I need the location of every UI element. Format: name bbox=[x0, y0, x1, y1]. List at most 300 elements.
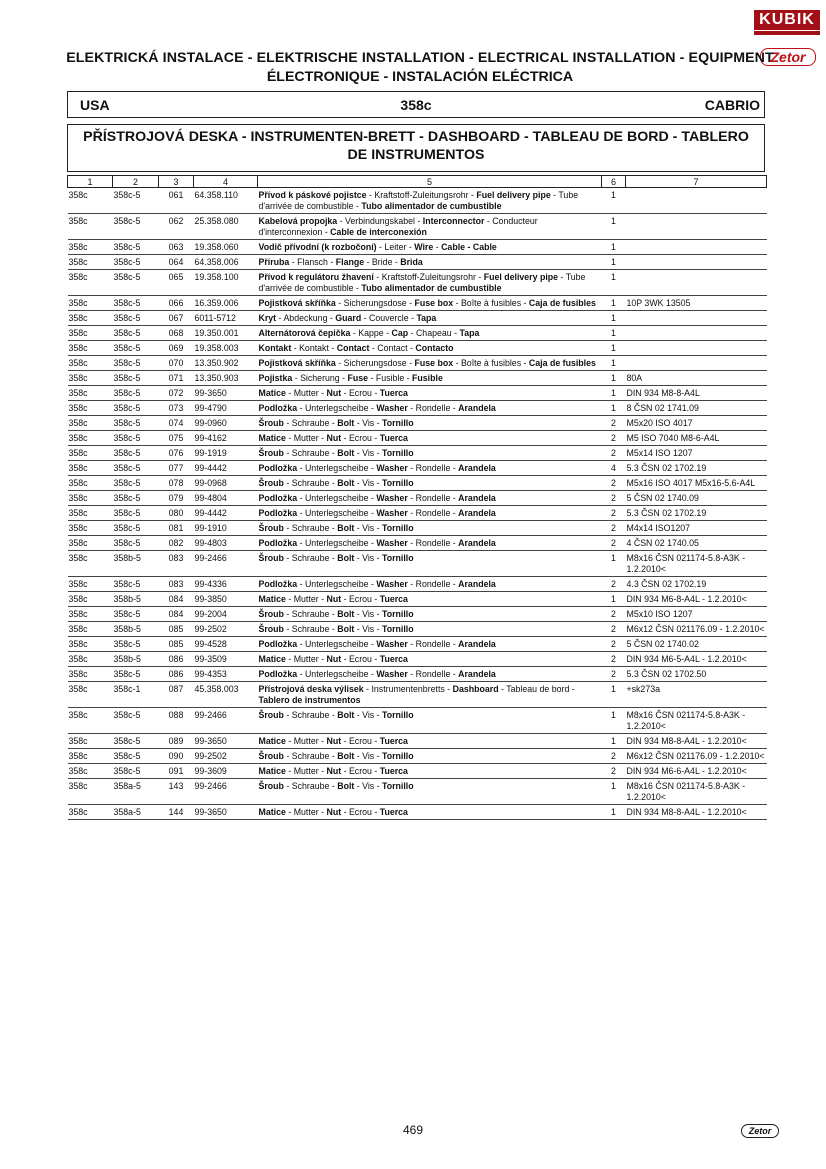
description-part: - Instrumentenbretts - bbox=[363, 684, 453, 694]
table-row bbox=[68, 764, 767, 779]
quantity-cell: 2 bbox=[602, 536, 626, 551]
description-part: Podložka bbox=[258, 463, 298, 473]
part-number-cell: 99-2502 bbox=[194, 622, 258, 637]
description-part: Bolt bbox=[337, 781, 355, 791]
description-part: Washer bbox=[376, 463, 408, 473]
description-part: Tornillo bbox=[382, 710, 414, 720]
position-cell: 062 bbox=[159, 214, 194, 240]
note-cell bbox=[626, 270, 767, 296]
table-row bbox=[68, 240, 767, 255]
description-cell bbox=[258, 708, 602, 734]
group-cell: 358c-5 bbox=[113, 341, 159, 356]
description-part: Kontakt bbox=[258, 343, 292, 353]
description-cell bbox=[258, 401, 602, 416]
note-cell bbox=[626, 214, 767, 240]
description-part: - Vis - bbox=[354, 710, 383, 720]
group-cell: 358c-5 bbox=[113, 371, 159, 386]
description-part: Šroub bbox=[258, 523, 284, 533]
description-cell bbox=[258, 431, 602, 446]
document-title-line1: ELEKTRICKÁ INSTALACE - ELEKTRISCHE INSTALLATION - ELECTRICAL INSTALLATION - EQUIPMENT bbox=[66, 50, 774, 66]
quantity-cell: 1 bbox=[602, 708, 626, 734]
description-part: Arandela bbox=[458, 493, 496, 503]
description-part: Podložka bbox=[258, 493, 298, 503]
description-part: - Kraftstoff-Zuleitungsrohr - bbox=[366, 190, 477, 200]
quantity-cell: 1 bbox=[602, 311, 626, 326]
description-part: Washer bbox=[376, 538, 408, 548]
description-part: - Unterlegscheibe - bbox=[297, 508, 377, 518]
table-row bbox=[68, 521, 767, 536]
description-part: Guard bbox=[335, 313, 362, 323]
part-number-cell: 99-4442 bbox=[194, 506, 258, 521]
description-part: - Unterlegscheibe - bbox=[297, 669, 377, 679]
description-part: Podložka bbox=[258, 639, 298, 649]
group-cell: 358c-5 bbox=[113, 326, 159, 341]
model-cell: 358c bbox=[68, 461, 113, 476]
quantity-cell: 2 bbox=[602, 667, 626, 682]
table-row bbox=[68, 491, 767, 506]
description-part: Caja de fusibles bbox=[528, 298, 596, 308]
description-part: - Mutter - bbox=[285, 594, 327, 604]
description-part: Matice bbox=[258, 654, 286, 664]
description-part: Bolt bbox=[337, 448, 355, 458]
description-part: Tornillo bbox=[382, 418, 414, 428]
table-row bbox=[68, 734, 767, 749]
table-row bbox=[68, 341, 767, 356]
description-part: - Flansch - bbox=[289, 257, 336, 267]
market-label: USA bbox=[80, 97, 110, 113]
position-cell: 084 bbox=[159, 607, 194, 622]
table-row bbox=[68, 805, 767, 820]
description-part: Washer bbox=[376, 579, 408, 589]
model-cell: 358c bbox=[68, 386, 113, 401]
position-cell: 086 bbox=[159, 667, 194, 682]
part-number-cell: 19.350.001 bbox=[194, 326, 258, 341]
description-part: Tuerca bbox=[379, 766, 408, 776]
table-row bbox=[68, 577, 767, 592]
description-part: Interconnector bbox=[422, 216, 485, 226]
position-cell: 081 bbox=[159, 521, 194, 536]
description-part: Tablero de instrumentos bbox=[258, 695, 361, 705]
model-cell: 358c bbox=[68, 536, 113, 551]
description-part: - Rondelle - bbox=[407, 508, 459, 518]
description-part: Kryt bbox=[258, 313, 277, 323]
description-part: Bolt bbox=[337, 624, 355, 634]
model-cell: 358c bbox=[68, 667, 113, 682]
position-cell: 088 bbox=[159, 708, 194, 734]
description-part: - Ecrou - bbox=[341, 766, 380, 776]
note-cell: M5x20 ISO 4017 bbox=[626, 416, 767, 431]
note-cell: DIN 934 M8-8-A4L - 1.2.2010< bbox=[626, 805, 767, 820]
position-cell: 065 bbox=[159, 270, 194, 296]
description-part: Wire bbox=[414, 242, 434, 252]
description-part: Arandela bbox=[458, 538, 496, 548]
description-part: - Tableau de bord - bbox=[498, 684, 575, 694]
model-cell: 358c bbox=[68, 326, 113, 341]
description-part: - Verbindungskabel - bbox=[337, 216, 423, 226]
note-cell: M8x16 ČSN 021174-5.8-A3K - 1.2.2010< bbox=[626, 779, 767, 805]
description-part: Bolt bbox=[337, 478, 355, 488]
description-part: - Vis - bbox=[354, 478, 383, 488]
description-part: - Chapeau - bbox=[408, 328, 460, 338]
table-row bbox=[68, 551, 767, 577]
description-part: - Boîte à fusibles - bbox=[453, 358, 529, 368]
page-number: 469 bbox=[402, 1123, 424, 1137]
group-cell: 358c-5 bbox=[113, 491, 159, 506]
description-part: Šroub bbox=[258, 478, 284, 488]
note-cell: M5x14 ISO 1207 bbox=[626, 446, 767, 461]
description-part: Tapa bbox=[459, 328, 480, 338]
description-part: Šroub bbox=[258, 751, 284, 761]
group-cell: 358c-5 bbox=[113, 214, 159, 240]
part-number-cell: 16.359.006 bbox=[194, 296, 258, 311]
table-row bbox=[68, 607, 767, 622]
position-cell: 078 bbox=[159, 476, 194, 491]
note-cell: 10P 3WK 13505 bbox=[626, 296, 767, 311]
description-part: - Rondelle - bbox=[407, 538, 459, 548]
description-part: - Schraube - bbox=[283, 609, 338, 619]
description-part: Přívod k páskové pojistce bbox=[258, 190, 367, 200]
description-part: Nut bbox=[326, 388, 342, 398]
description-part: Tornillo bbox=[382, 624, 414, 634]
part-number-cell: 99-3509 bbox=[194, 652, 258, 667]
part-number-cell: 13.350.903 bbox=[194, 371, 258, 386]
description-part: - Vis - bbox=[354, 751, 383, 761]
table-row bbox=[68, 749, 767, 764]
note-cell: 80A bbox=[626, 371, 767, 386]
position-cell: 067 bbox=[159, 311, 194, 326]
table-body bbox=[68, 188, 767, 820]
description-part: Podložka bbox=[258, 579, 298, 589]
group-cell: 358c-5 bbox=[113, 446, 159, 461]
description-part: Nut bbox=[326, 594, 342, 604]
position-cell: 143 bbox=[159, 779, 194, 805]
description-part: Šroub bbox=[258, 624, 284, 634]
description-part: Tuerca bbox=[379, 594, 408, 604]
quantity-cell: 1 bbox=[602, 401, 626, 416]
description-cell bbox=[258, 779, 602, 805]
quantity-cell: 1 bbox=[602, 341, 626, 356]
variant-label: CABRIO bbox=[704, 97, 760, 113]
part-number-cell: 99-2466 bbox=[194, 708, 258, 734]
description-part: Tuerca bbox=[379, 736, 408, 746]
description-part: - Ecrou - bbox=[341, 736, 380, 746]
note-cell: M5x10 ISO 1207 bbox=[626, 607, 767, 622]
description-part: Podložka bbox=[258, 669, 298, 679]
model-header-box bbox=[67, 91, 765, 118]
description-part: - Vis - bbox=[354, 553, 383, 563]
position-cell: 083 bbox=[159, 577, 194, 592]
model-cell: 358c bbox=[68, 371, 113, 386]
position-cell: 087 bbox=[159, 682, 194, 708]
model-cell: 358c bbox=[68, 779, 113, 805]
group-cell: 358c-5 bbox=[113, 536, 159, 551]
description-cell bbox=[258, 652, 602, 667]
position-cell: 080 bbox=[159, 506, 194, 521]
description-part: Cable - Cable bbox=[441, 242, 497, 252]
description-part: - Schraube - bbox=[283, 553, 338, 563]
description-part: - bbox=[433, 242, 442, 252]
table-row bbox=[68, 461, 767, 476]
description-part: Podložka bbox=[258, 538, 298, 548]
quantity-cell: 1 bbox=[602, 592, 626, 607]
description-part: Tornillo bbox=[382, 781, 414, 791]
group-cell: 358c-1 bbox=[113, 682, 159, 708]
quantity-cell: 1 bbox=[602, 326, 626, 341]
model-cell: 358c bbox=[68, 607, 113, 622]
position-cell: 144 bbox=[159, 805, 194, 820]
group-cell: 358c-5 bbox=[113, 270, 159, 296]
group-cell: 358a-5 bbox=[113, 779, 159, 805]
description-part: Washer bbox=[376, 669, 408, 679]
position-cell: 071 bbox=[159, 371, 194, 386]
group-cell: 358c-5 bbox=[113, 637, 159, 652]
description-part: - Unterlegscheibe - bbox=[297, 639, 377, 649]
table-row bbox=[68, 371, 767, 386]
description-part: Dashboard bbox=[452, 684, 499, 694]
quantity-cell: 2 bbox=[602, 521, 626, 536]
description-part: Washer bbox=[376, 403, 408, 413]
description-part: Arandela bbox=[458, 463, 496, 473]
description-part: - Schraube - bbox=[283, 418, 338, 428]
description-part: - Ecrou - bbox=[341, 654, 380, 664]
description-part: Nut bbox=[326, 766, 342, 776]
description-part: Tornillo bbox=[382, 523, 414, 533]
quantity-cell: 2 bbox=[602, 607, 626, 622]
quantity-cell: 1 bbox=[602, 214, 626, 240]
description-part: - Schraube - bbox=[283, 478, 338, 488]
note-cell: 5.3 ČSN 02 1702.19 bbox=[626, 506, 767, 521]
part-number-cell: 99-3650 bbox=[194, 386, 258, 401]
description-part: Nut bbox=[326, 807, 342, 817]
position-cell: 091 bbox=[159, 764, 194, 779]
description-part: Caja de fusibles bbox=[528, 358, 596, 368]
description-part: Fuel delivery pipe bbox=[476, 190, 551, 200]
description-part: Tornillo bbox=[382, 609, 414, 619]
description-part: Matice bbox=[258, 766, 286, 776]
table-row bbox=[68, 446, 767, 461]
description-part: Washer bbox=[376, 493, 408, 503]
part-number-cell: 99-4528 bbox=[194, 637, 258, 652]
part-number-cell: 99-4790 bbox=[194, 401, 258, 416]
model-cell: 358c bbox=[68, 311, 113, 326]
quantity-cell: 2 bbox=[602, 446, 626, 461]
description-part: - Schraube - bbox=[283, 751, 338, 761]
column-header-6: 6 bbox=[602, 176, 626, 188]
table-header-row bbox=[68, 176, 767, 188]
description-part: Nut bbox=[326, 736, 342, 746]
description-part: - Rondelle - bbox=[407, 639, 459, 649]
description-part: - Mutter - bbox=[285, 766, 327, 776]
part-number-cell: 19.358.003 bbox=[194, 341, 258, 356]
description-cell bbox=[258, 805, 602, 820]
group-cell: 358c-5 bbox=[113, 240, 159, 255]
group-cell: 358c-5 bbox=[113, 764, 159, 779]
description-part: Tubo alimentador de cumbustible bbox=[361, 201, 502, 211]
part-number-cell: 99-2004 bbox=[194, 607, 258, 622]
model-cell: 358c bbox=[68, 476, 113, 491]
note-cell: 4 ČSN 02 1740.05 bbox=[626, 536, 767, 551]
table-row bbox=[68, 506, 767, 521]
description-part: - Schraube - bbox=[283, 710, 338, 720]
quantity-cell: 1 bbox=[602, 296, 626, 311]
table-row bbox=[68, 622, 767, 637]
group-cell: 358c-5 bbox=[113, 296, 159, 311]
quantity-cell: 1 bbox=[602, 255, 626, 270]
model-cell: 358c bbox=[68, 682, 113, 708]
description-part: Fuel delivery pipe bbox=[483, 272, 559, 282]
description-part: Arandela bbox=[458, 579, 496, 589]
table-row bbox=[68, 637, 767, 652]
position-cell: 079 bbox=[159, 491, 194, 506]
part-number-cell: 99-3650 bbox=[194, 734, 258, 749]
group-cell: 358c-5 bbox=[113, 255, 159, 270]
quantity-cell: 1 bbox=[602, 371, 626, 386]
description-part: Tornillo bbox=[382, 751, 414, 761]
document-title-line2: ÉLECTRONIQUE - INSTALACIÓN ELÉCTRICA bbox=[266, 69, 574, 85]
description-cell bbox=[258, 536, 602, 551]
position-cell: 064 bbox=[159, 255, 194, 270]
description-part: Bolt bbox=[337, 523, 355, 533]
group-cell: 358c-5 bbox=[113, 401, 159, 416]
description-part: Fuse box bbox=[414, 358, 454, 368]
part-number-cell: 99-0968 bbox=[194, 476, 258, 491]
note-cell: 5 ČSN 02 1740.02 bbox=[626, 637, 767, 652]
description-part: Brida bbox=[400, 257, 423, 267]
model-cell: 358c bbox=[68, 356, 113, 371]
position-cell: 083 bbox=[159, 551, 194, 577]
description-part: - Schraube - bbox=[283, 448, 338, 458]
description-part: - Unterlegscheibe - bbox=[297, 579, 377, 589]
quantity-cell: 2 bbox=[602, 506, 626, 521]
position-cell: 061 bbox=[159, 188, 194, 214]
model-cell: 358c bbox=[68, 270, 113, 296]
table-row bbox=[68, 431, 767, 446]
description-part: Bolt bbox=[337, 553, 355, 563]
part-number-cell: 99-4353 bbox=[194, 667, 258, 682]
table-row bbox=[68, 255, 767, 270]
model-cell: 358c bbox=[68, 255, 113, 270]
model-cell: 358c bbox=[68, 341, 113, 356]
quantity-cell: 2 bbox=[602, 749, 626, 764]
table-row bbox=[68, 326, 767, 341]
table-row bbox=[68, 311, 767, 326]
description-part: Arandela bbox=[458, 669, 496, 679]
note-cell bbox=[626, 255, 767, 270]
description-part: Matice bbox=[258, 433, 286, 443]
group-cell: 358c-5 bbox=[113, 577, 159, 592]
note-cell: 5.3 ČSN 02 1702.19 bbox=[626, 461, 767, 476]
description-part: - Couvercle - bbox=[361, 313, 417, 323]
table-row bbox=[68, 682, 767, 708]
description-part: Tuerca bbox=[379, 807, 408, 817]
table-row bbox=[68, 416, 767, 431]
description-part: Vodič přívodní (k rozbočoní) bbox=[258, 242, 377, 252]
note-cell: 8 ČSN 02 1741.09 bbox=[626, 401, 767, 416]
part-number-cell: 99-4336 bbox=[194, 577, 258, 592]
model-cell: 358c bbox=[68, 416, 113, 431]
footer-zetor-logo: Zetor bbox=[741, 1124, 779, 1138]
logo-bar bbox=[754, 31, 820, 35]
description-part: Šroub bbox=[258, 448, 284, 458]
description-part: Fuse bbox=[347, 373, 369, 383]
part-number-cell: 99-2466 bbox=[194, 779, 258, 805]
description-part: Contacto bbox=[415, 343, 454, 353]
position-cell: 090 bbox=[159, 749, 194, 764]
description-part: - Mutter - bbox=[285, 654, 327, 664]
note-cell: M6x12 ČSN 021176.09 - 1.2.2010< bbox=[626, 749, 767, 764]
description-cell bbox=[258, 446, 602, 461]
model-cell: 358c bbox=[68, 296, 113, 311]
description-part: Šroub bbox=[258, 418, 284, 428]
table-row bbox=[68, 401, 767, 416]
description-part: - Vis - bbox=[354, 448, 383, 458]
model-cell: 358c bbox=[68, 551, 113, 577]
note-cell bbox=[626, 356, 767, 371]
description-cell bbox=[258, 326, 602, 341]
model-cell: 358c bbox=[68, 652, 113, 667]
kubik-logo-text: KUBIK bbox=[754, 10, 820, 30]
description-part: Podložka bbox=[258, 508, 298, 518]
group-cell: 358c-5 bbox=[113, 431, 159, 446]
note-cell: M5 ISO 7040 M8-6-A4L bbox=[626, 431, 767, 446]
model-cell: 358c bbox=[68, 491, 113, 506]
position-cell: 073 bbox=[159, 401, 194, 416]
description-part: Fusible bbox=[412, 373, 443, 383]
part-number-cell: 99-4442 bbox=[194, 461, 258, 476]
model-cell: 358c bbox=[68, 805, 113, 820]
description-part: Cable de interconexión bbox=[330, 227, 427, 237]
description-part: Arandela bbox=[458, 508, 496, 518]
position-cell: 074 bbox=[159, 416, 194, 431]
quantity-cell: 2 bbox=[602, 491, 626, 506]
note-cell: 4.3 ČSN 02 1702.19 bbox=[626, 577, 767, 592]
description-cell bbox=[258, 214, 602, 240]
table-row bbox=[68, 592, 767, 607]
description-cell bbox=[258, 461, 602, 476]
description-cell bbox=[258, 577, 602, 592]
description-cell bbox=[258, 506, 602, 521]
position-cell: 076 bbox=[159, 446, 194, 461]
model-cell: 358c bbox=[68, 734, 113, 749]
description-part: - Ecrou - bbox=[341, 433, 380, 443]
note-cell: +sk273a bbox=[626, 682, 767, 708]
group-cell: 358b-5 bbox=[113, 592, 159, 607]
position-cell: 085 bbox=[159, 637, 194, 652]
description-cell bbox=[258, 270, 602, 296]
note-cell bbox=[626, 188, 767, 214]
description-part: - Bride - bbox=[364, 257, 401, 267]
description-part: - Sicherungsdose - bbox=[335, 358, 415, 368]
description-cell bbox=[258, 749, 602, 764]
quantity-cell: 2 bbox=[602, 431, 626, 446]
description-part: Tapa bbox=[416, 313, 437, 323]
quantity-cell: 1 bbox=[602, 240, 626, 255]
column-header-5: 5 bbox=[258, 176, 602, 188]
description-cell bbox=[258, 341, 602, 356]
quantity-cell: 1 bbox=[602, 682, 626, 708]
description-part: Fuse box bbox=[414, 298, 454, 308]
section-title: PŘÍSTROJOVÁ DESKA - INSTRUMENTEN-BRETT - DASHBOARD - TABLEAU DE BORD - TABLERO DE INSTRUMENTOS bbox=[67, 124, 765, 172]
description-part: Cap bbox=[391, 328, 409, 338]
table-row bbox=[68, 356, 767, 371]
description-part: Přívod k regulátoru žhavení bbox=[258, 272, 374, 282]
description-part: Přístrojová deska výlisek bbox=[258, 684, 364, 694]
quantity-cell: 1 bbox=[602, 805, 626, 820]
group-cell: 358c-5 bbox=[113, 311, 159, 326]
quantity-cell: 2 bbox=[602, 577, 626, 592]
description-cell bbox=[258, 491, 602, 506]
description-part: - Leiter - bbox=[376, 242, 415, 252]
